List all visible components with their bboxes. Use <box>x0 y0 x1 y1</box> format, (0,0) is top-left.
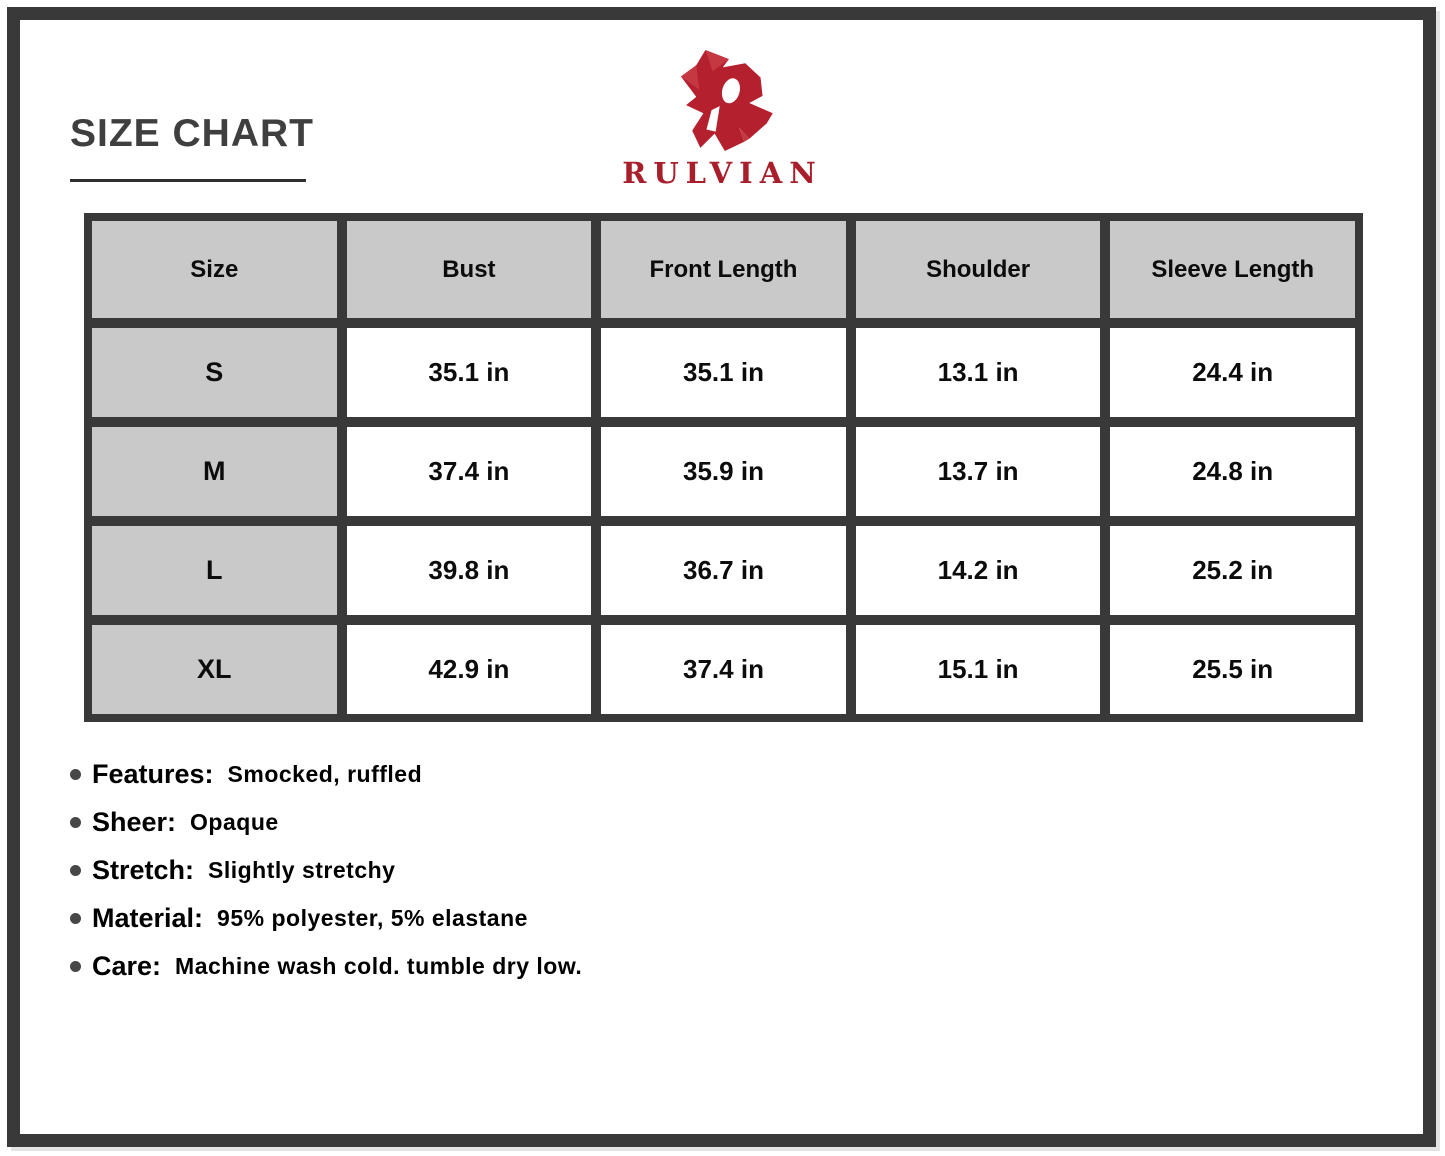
header-cell-size: Size <box>92 221 337 318</box>
detail-label: Material: <box>92 902 204 933</box>
header-cell-bust: Bust <box>347 221 592 318</box>
brand-wordmark: RULVIAN <box>622 156 823 190</box>
detail-item-material <box>70 894 582 942</box>
value-cell: 39.8 in <box>347 526 592 615</box>
header-cell-front-length: Front Length <box>601 221 846 318</box>
size-cell: XL <box>92 625 337 714</box>
detail-label: Sheer: <box>92 806 177 837</box>
brand-r-icon <box>671 50 773 152</box>
value-cell: 42.9 in <box>347 625 592 714</box>
size-cell: S <box>92 328 337 417</box>
size-cell: L <box>92 526 337 615</box>
value-cell: 37.4 in <box>601 625 846 714</box>
value-cell: 37.4 in <box>347 427 592 516</box>
value-cell: 35.9 in <box>601 427 846 516</box>
detail-item-sheer <box>70 798 582 846</box>
product-details-list <box>70 750 582 990</box>
value-cell: 14.2 in <box>856 526 1101 615</box>
value-cell: 24.4 in <box>1110 328 1355 417</box>
detail-value: Opaque <box>190 808 279 835</box>
value-cell: 35.1 in <box>347 328 592 417</box>
detail-value: Slightly stretchy <box>208 856 396 883</box>
brand-logo <box>622 50 822 190</box>
value-cell: 13.7 in <box>856 427 1101 516</box>
detail-label: Features: <box>92 758 214 789</box>
bullet-icon <box>70 913 81 924</box>
bullet-icon <box>70 817 81 828</box>
value-cell: 36.7 in <box>601 526 846 615</box>
header-cell-shoulder: Shoulder <box>856 221 1101 318</box>
bullet-icon <box>70 769 81 780</box>
detail-item-stretch <box>70 846 582 894</box>
header-cell-sleeve-length: Sleeve Length <box>1110 221 1355 318</box>
value-cell: 25.5 in <box>1110 625 1355 714</box>
detail-value: Smocked, ruffled <box>227 760 423 787</box>
value-cell: 13.1 in <box>856 328 1101 417</box>
value-cell: 24.8 in <box>1110 427 1355 516</box>
detail-item-features <box>70 750 582 798</box>
size-cell: M <box>92 427 337 516</box>
page-title: SIZE CHART <box>70 112 314 155</box>
value-cell: 15.1 in <box>856 625 1101 714</box>
title-underline <box>70 179 306 182</box>
value-cell: 35.1 in <box>601 328 846 417</box>
detail-value: Machine wash cold. tumble dry low. <box>175 952 583 979</box>
detail-label: Care: <box>92 950 162 981</box>
bullet-icon <box>70 961 81 972</box>
size-table <box>84 213 1363 722</box>
detail-label: Stretch: <box>92 854 195 885</box>
detail-item-care <box>70 942 582 990</box>
value-cell: 25.2 in <box>1110 526 1355 615</box>
bullet-icon <box>70 865 81 876</box>
detail-value: 95% polyester, 5% elastane <box>217 904 528 931</box>
